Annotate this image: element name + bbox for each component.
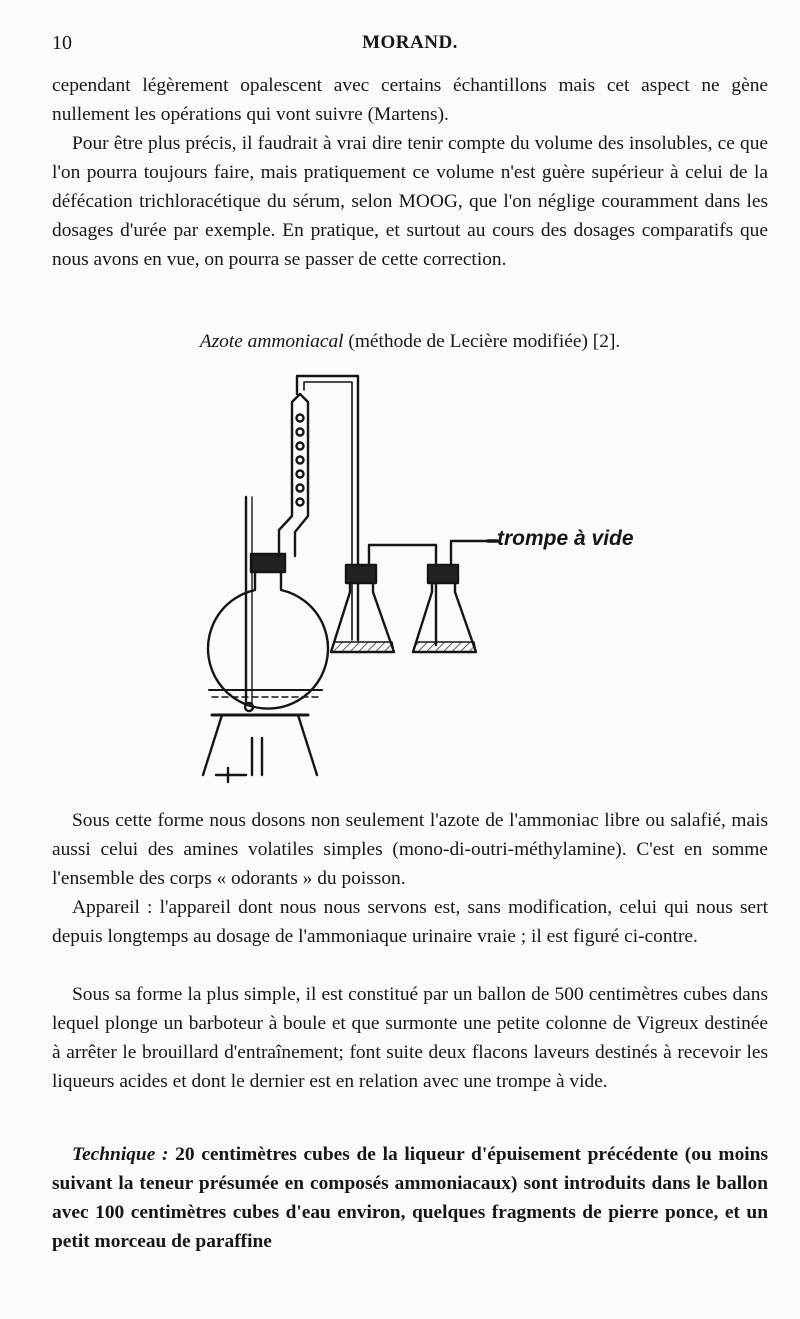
technique-text: 20 centimètres cubes de la liqueur d'épuisement précédente (ou moins suivant la teneur présumée en composés ammoniacaux) sont introduits dans le ballon avec 100 centimètres cubes d'eau environ, quelques fragments de pierre ponce, et un petit morceau de paraffine (52, 1144, 768, 1252)
page-header (52, 30, 768, 60)
paragraph-4: Appareil : l'appareil dont nous nous servons est, sans modification, celui qui nous sert depuis longtemps au dosage de l'ammoniaque urinaire vraie ; il est figuré ci-contre. (52, 897, 768, 947)
paragraph-2: Pour être plus précis, il faudrait à vrai dire tenir compte du volume des insolubles, ce que l'on pourra toujours faire, mais pratiquement ce volume n'est guère supérieur à celui de la défécation trichloracétique du sérum, selon MOOG, que l'on néglige couramment dans les dosages d'urée par exemple. En pratique, et surtout au cours des dosages comparatifs que nous avons en vue, on pourra se passer de cette correction. (52, 133, 768, 270)
wash-bottle-1 (331, 545, 436, 652)
page-number: 10 (52, 32, 72, 54)
technique-label: Technique : (72, 1144, 169, 1165)
running-title: MORAND. (362, 32, 458, 53)
apparatus-figure (190, 368, 650, 788)
round-flask (208, 560, 328, 709)
caption-title: Azote ammoniacal (199, 331, 344, 352)
caption-rest: (méthode de Lecière modifiée) [2]. (343, 331, 621, 352)
tripod-stand (203, 715, 317, 782)
bubbler-tube (245, 497, 253, 711)
paragraph-5: Sous sa forme la plus simple, il est constitué par un ballon de 500 centimètres cubes dans lequel plonge un barboteur à boule et que surmonte une petite colonne de Vigreux destinée à arrêter le brouillard d'entraînement; font suite deux flacons laveurs destinés à recevoir les liqueurs acides et dont le dernier est en relation avec une trompe à vide. (52, 984, 768, 1092)
paragraph-6 (52, 1140, 768, 1256)
wash-bottle-2 (413, 541, 497, 652)
figure-caption (52, 327, 768, 356)
paragraph-3: Sous cette forme nous dosons non seulement l'azote de l'ammoniac libre ou salafié, mais aussi celui des amines volatiles simples (mono-di-outri-méthylamine). C'est en somme l'ensemble des corps « odorants » du poisson. (52, 810, 768, 889)
paragraph-1: cependant légèrement opalescent avec certains échantillons mais cet aspect ne gène nullement les opérations qui vont suivre (Martens). (52, 75, 768, 125)
vacuum-pump-label: trompe à vide (497, 527, 634, 550)
